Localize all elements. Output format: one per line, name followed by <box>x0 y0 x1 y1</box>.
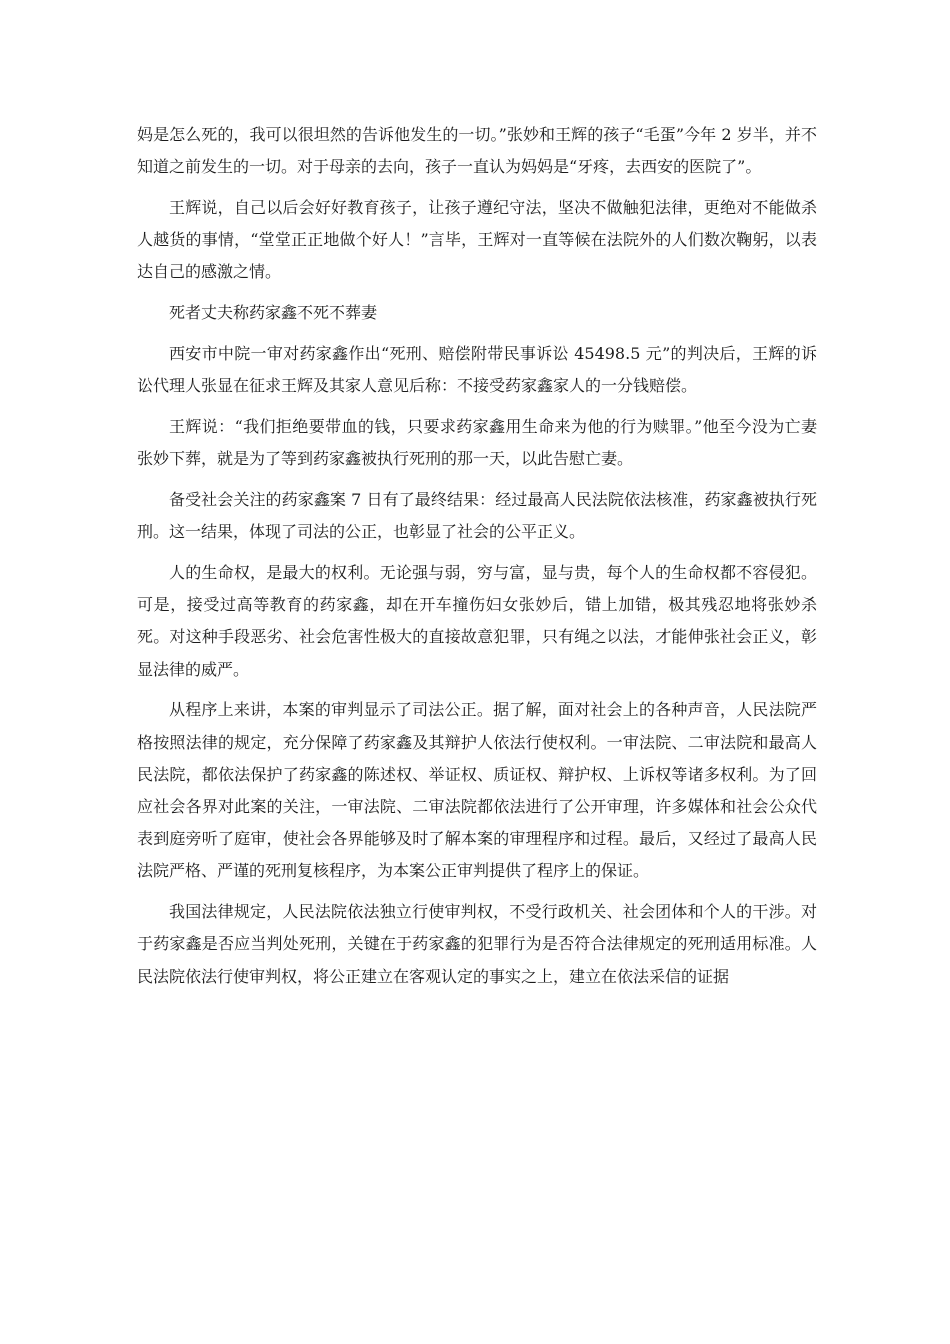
paragraph-final-result: 备受社会关注的药家鑫案 7 日有了最终结果：经过最高人民法院依法核准，药家鑫被执行死刑。这一结果，体现了司法的公正，也彰显了社会的公平正义。 <box>137 490 817 542</box>
paragraph-continued: 妈是怎么死的，我可以很坦然的告诉他发生的一切。”张妙和王辉的孩子“毛蛋”今年 2 岁半，并不知道之前发生的一切。对于母亲的去向，孩子一直认为妈妈是“牙疼，去西安的医院了”。 <box>137 125 817 177</box>
document-body <box>137 119 817 1001</box>
section-heading: 死者丈夫称药家鑫不死不葬妻 <box>169 303 378 323</box>
paragraph-first-instance: 西安市中院一审对药家鑫作出“死刑、赔偿附带民事诉讼 45498.5 元”的判决后，王辉的诉讼代理人张显在征求王辉及其家人意见后称：不接受药家鑫家人的一分钱赔偿。 <box>137 344 817 396</box>
paragraph-right-to-life: 人的生命权，是最大的权利。无论强与弱，穷与富，显与贵，每个人的生命权都不容侵犯。可是，接受过高等教育的药家鑫，却在开车撞伤妇女张妙后，错上加错，极其残忍地将张妙杀死。对这种手段恶劣、社会危害性极大的直接故意犯罪，只有绳之以法，才能伸张社会正义，彰显法律的威严。 <box>137 563 817 679</box>
paragraph-independent-trial: 我国法律规定，人民法院依法独立行使审判权，不受行政机关、社会团体和个人的干涉。对于药家鑫是否应当判处死刑，关键在于药家鑫的犯罪行为是否符合法律规定的死刑适用标准。人民法院依法行使审判权，将公正建立在客观认定的事实之上，建立在依法采信的证据 <box>137 902 817 986</box>
paragraph-wanghui-statement: 王辉说，自己以后会好好教育孩子，让孩子遵纪守法，坚决不做触犯法律，更绝对不能做杀人越货的事情，“堂堂正正地做个好人！”言毕，王辉对一直等候在法院外的人们数次鞠躬，以表达自己的感激之情。 <box>137 198 817 282</box>
paragraph-refuse-compensation: 王辉说：“我们拒绝要带血的钱，只要求药家鑫用生命来为他的行为赎罪。”他至今没为亡妻张妙下葬，就是为了等到药家鑫被执行死刑的那一天，以此告慰亡妻。 <box>137 417 817 469</box>
paragraph-procedure: 从程序上来讲，本案的审判显示了司法公正。据了解，面对社会上的各种声音，人民法院严格按照法律的规定，充分保障了药家鑫及其辩护人依法行使权利。一审法院、二审法院和最高人民法院，都依法保护了药家鑫的陈述权、举证权、质证权、辩护权、上诉权等诸多权利。为了回应社会各界对此案的关注，一审法院、二审法院都依法进行了公开审理，许多媒体和社会公众代表到庭旁听了庭审，使社会各界能够及时了解本案的审理程序和过程。最后，又经过了最高人民法院严格、严谨的死刑复核程序，为本案公正审判提供了程序上的保证。 <box>137 700 817 881</box>
